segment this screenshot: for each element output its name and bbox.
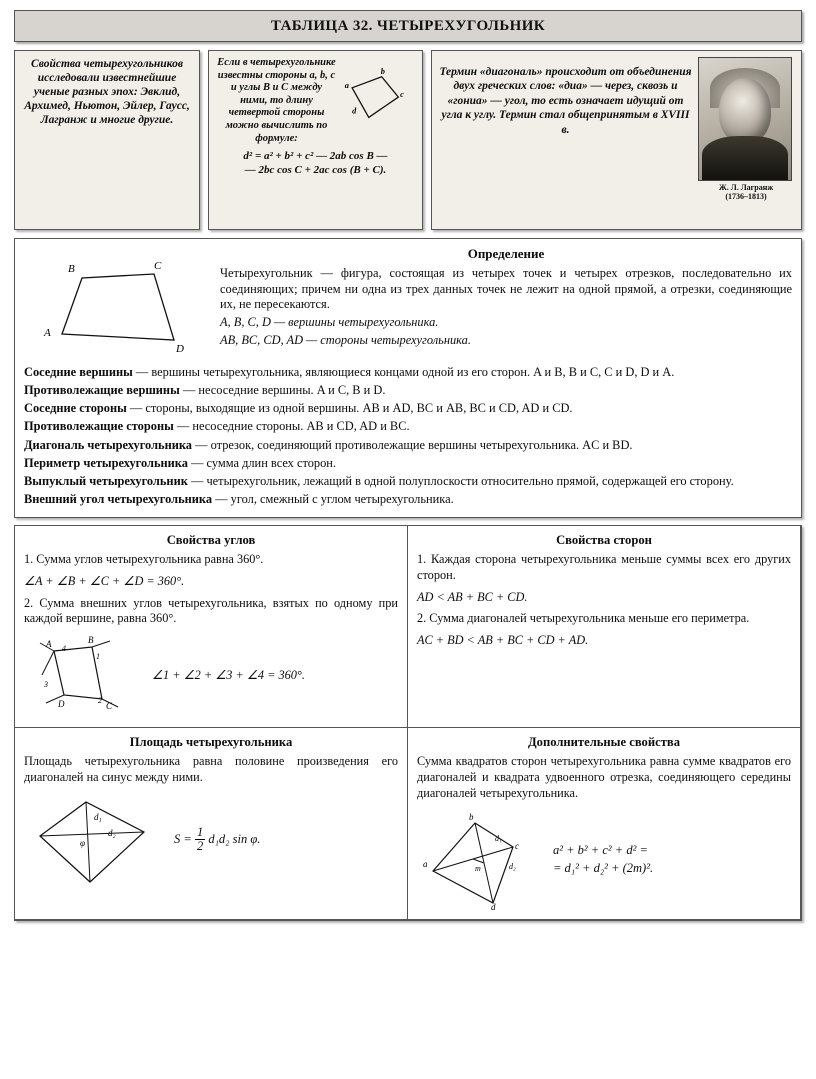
text-diagonal: — отрезок, соединяющий противолежащие вершины четырехугольника. AC и BD. (192, 437, 633, 452)
svg-text:D: D (58, 699, 65, 710)
term-convex: Выпуклый четырехугольник (24, 473, 188, 488)
portrait-caption-name: Ж. Л. Лагранж (718, 183, 774, 192)
svg-text:3: 3 (44, 680, 48, 690)
text-exterior-angle: — угол, смежный с углом четырехугольника. (212, 491, 454, 506)
svg-text:a: a (423, 859, 428, 870)
text-opposite-sides: — несоседние стороны. AB и CD, AD и BC. (173, 419, 410, 434)
area-fraction-numerator: 1 (196, 824, 204, 839)
angles-item-1: 1. Сумма углов четырехугольника равна 360°. (24, 552, 264, 567)
portrait-body (702, 136, 788, 180)
cell-side-properties (407, 525, 801, 728)
cell-angle-properties (14, 525, 408, 728)
angles-heading: Свойства углов (166, 533, 256, 547)
angles-formula-2: ∠1 + ∠2 + ∠3 + ∠4 = 360°. (152, 668, 305, 683)
extra-text: Сумма квадратов сторон четырехугольника равна сумме квадратов его диагоналей и квадрата удвоенного отрезка, соединяющего середины диагоналей четырехугольника. (417, 754, 791, 800)
extra-heading: Дополнительные свойства (528, 735, 680, 750)
card-diagonal-term (431, 50, 802, 230)
area-heading: Площадь четырехугольника (129, 735, 293, 750)
quadrilateral-abcd-diagram (341, 67, 415, 129)
svg-text:b: b (380, 67, 385, 76)
definition-vertices-line: A, B, C, D — вершины четырехугольника. (220, 315, 439, 330)
card-fourth-side-formula (208, 50, 423, 230)
text-perimeter: — сумма длин всех сторон. (187, 455, 337, 470)
svg-text:A: A (44, 327, 51, 339)
quadrilateral-definition-diagram (24, 252, 210, 362)
area-formula-right: d₁d₂ sin φ. (208, 831, 261, 846)
card-formula-line-1: d² = a² + b² + c² — 2ab cos B — (243, 150, 388, 163)
term-adjacent-sides: Соседние стороны (24, 401, 127, 416)
exterior-angles-diagram (24, 633, 144, 719)
svg-text:b: b (469, 812, 474, 823)
card-formula-line-2: — 2bc cos C + 2ac cos (B + C). (244, 164, 387, 177)
text-convex: — четырехугольник, лежащий в одной полуплоскости относительно прямой, содержащей его сторону. (187, 473, 734, 488)
definition-heading: Определение (467, 246, 545, 261)
info-cards-row (14, 50, 802, 230)
svg-text:A: A (46, 639, 52, 650)
term-diagonal: Диагональ четырехугольника (24, 437, 193, 452)
page-title: ТАБЛИЦА 32. ЧЕТЫРЕХУГОЛЬНИК (270, 17, 546, 34)
properties-grid (14, 525, 802, 921)
svg-text:B: B (88, 635, 94, 646)
text-adjacent-vertices: — вершины четырехугольника, являющиеся концами одной из его сторон. A и B, B и C, C и D, D и A. (132, 365, 675, 379)
svg-text:c: c (400, 90, 404, 100)
svg-text:D: D (176, 343, 184, 355)
extra-formula (553, 841, 653, 879)
card-diagonal-text: Термин «диагональ» происходит от объединения двух греческих слов: «диа» — через, сквозь и «гониа» — угол, то есть означает идущий от угла к углу. Термин стал общепринятым в XVIII в. (439, 66, 692, 136)
angles-item-2: 2. Сумма внешних углов четырехугольника, взятых по одному при каждой вершине, равна 360°. (24, 595, 398, 626)
svg-text:d₁: d₁ (495, 834, 502, 844)
card-scientists (14, 50, 200, 230)
card-scientists-text: Свойства четырехугольников исследовали известнейшие ученые разных эпох: Эвклид, Архимед, Ньютон, Эйлер, Гаусс, Лагранж и многие другие. (24, 58, 190, 127)
definition-section (14, 238, 802, 518)
svg-text:φ: φ (80, 837, 85, 848)
svg-text:1: 1 (96, 652, 100, 662)
portrait-caption-years: (1736–1813) (725, 192, 767, 202)
term-opposite-sides: Противолежащие стороны (24, 419, 174, 434)
definition-figure-wrap (24, 246, 214, 362)
term-perimeter: Периметр четырехугольника (24, 455, 188, 470)
sides-formula-2: AC + BD < AB + BC + CD + AD. (417, 633, 589, 648)
term-opposite-vertices: Противолежащие вершины (24, 383, 180, 398)
page-title-bar (14, 10, 802, 42)
svg-text:B: B (68, 263, 75, 275)
portrait-lagrange (698, 57, 794, 223)
svg-text:a: a (344, 80, 349, 90)
definition-sides-line: AB, BC, CD, AD — стороны четырехугольника. (220, 333, 471, 348)
svg-text:C: C (154, 260, 162, 272)
term-adjacent-vertices: Соседние вершины (24, 365, 133, 379)
svg-text:d₁: d₁ (94, 811, 102, 822)
area-text: Площадь четырехугольника равна половине произведения его диагоналей на синус между ними. (24, 754, 398, 784)
extra-formula-line-1: a² + b² + c² + d² = (553, 842, 648, 857)
svg-text:4: 4 (62, 644, 66, 654)
svg-text:2: 2 (98, 696, 102, 706)
extra-formula-line-2: = d₁² + d₂² + (2m)². (553, 861, 654, 876)
svg-text:d: d (352, 106, 357, 116)
term-exterior-angle: Внешний угол четырехугольника (24, 491, 213, 506)
area-fraction-half (195, 826, 205, 854)
svg-text:C: C (106, 701, 113, 712)
text-opposite-vertices: — несоседние вершины. A и C, B и D. (179, 383, 386, 398)
svg-text:d₂: d₂ (509, 862, 516, 872)
angles-formula-1: ∠A + ∠B + ∠C + ∠D = 360°. (24, 573, 185, 588)
definition-paragraph-main: Четырехугольник — фигура, состоящая из четырех точек и четырех отрезков, последовательно их соединяющих; причем ни одна из трех данных точек не лежит на одной прямой, а отрезки, соединяющие их, не пересекаются. (220, 265, 792, 312)
sides-formula-1: AD < AB + BC + CD. (417, 589, 528, 604)
svg-text:d: d (491, 902, 496, 912)
cell-additional-properties (407, 727, 801, 920)
area-fraction-denominator: 2 (196, 838, 204, 853)
sides-item-2: 2. Сумма диагоналей четырехугольника меньше его периметра. (417, 611, 750, 626)
sides-heading: Свойства сторон (556, 533, 652, 547)
portrait-head (719, 78, 771, 144)
text-adjacent-sides: — стороны, выходящие из одной вершины. AB и AD, BC и AB, BC и CD, AD и CD. (126, 401, 573, 416)
svg-text:d₂: d₂ (108, 827, 116, 838)
area-diagonals-diagram (24, 792, 164, 888)
area-formula-left: S = (174, 831, 192, 846)
midpoint-segment-diagram (417, 807, 545, 911)
cell-area (14, 727, 408, 920)
svg-text:m: m (475, 864, 481, 874)
portrait-frame (698, 57, 792, 181)
card-formula-text: Если в четырехугольнике известны стороны a, b, c и углы B и C между ними, то длину четвертой стороны можно вычислить по формуле: (217, 57, 336, 144)
sides-item-1: 1. Каждая сторона четырехугольника меньше суммы всех его других сторон. (417, 552, 791, 582)
svg-text:c: c (515, 841, 519, 852)
area-formula (174, 826, 260, 854)
